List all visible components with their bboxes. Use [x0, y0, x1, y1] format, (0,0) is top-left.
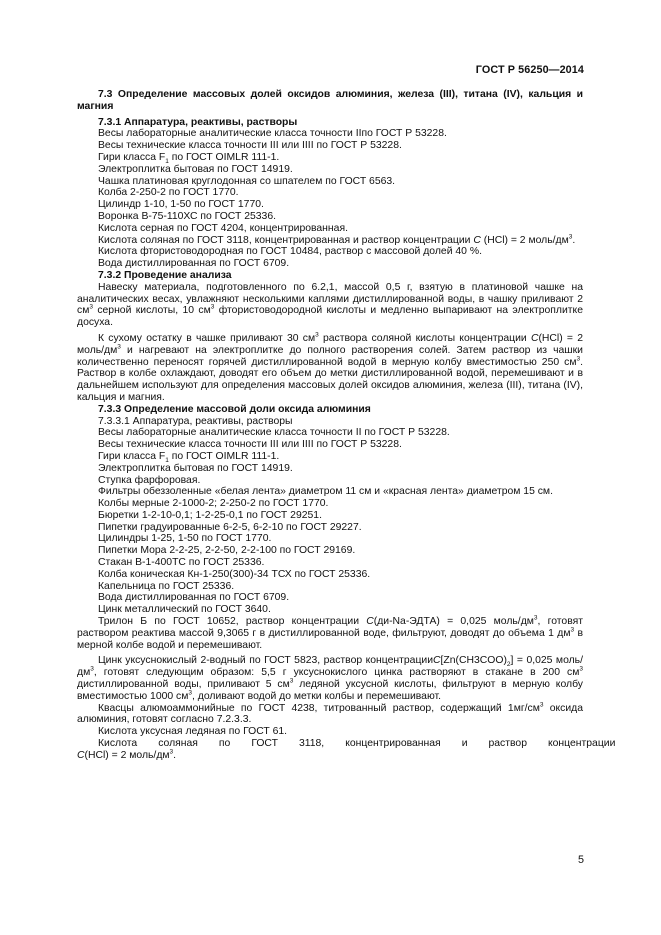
reagent-item-hcl-continuation: С(HCl) = 2 моль/$дм^3$. — [77, 748, 177, 761]
reagent-item: Вода дистиллированная по ГОСТ 6709. — [98, 258, 290, 270]
equipment-item: Пипетки градуированные 6-2-5, 6-2-10 по ГОСТ 29227. — [98, 521, 362, 533]
equipment-item: Весы технические класса точности III или IIII по ГОСТ Р 53228. — [98, 140, 402, 152]
reagent-item-hcl-line: Кислота соляная по ГОСТ 3118, концентрированная и раствор концентрации — [98, 738, 616, 750]
procedure-paragraph: Навеску материала, подготовленного по 6.2,1, массой 0,5 г, взятую в платиновой чашке на аналитических весах, увлажняют несколькими каплями дистиллированной воды, в чашку приливают 2 $см^3$ серной кислоты, 10 $см^3$ фтористоводородной кислоты и медленно выпаривают на электроплитке досуха. — [77, 281, 583, 329]
equipment-item: Кислота серная по ГОСТ 4204, концентрированная. — [98, 222, 348, 234]
reagent-item: Кислота фтористоводородная по ГОСТ 10484, раствор с массовой долей 40 %. — [98, 246, 482, 258]
equipment-item: Воронка В-75-110ХС по ГОСТ 25336. — [98, 210, 276, 222]
equipment-item: Вода дистиллированная по ГОСТ 6709. — [98, 592, 290, 604]
equipment-item: Чашка платиновая круглодонная со шпателем по ГОСТ 6563. — [98, 175, 396, 187]
equipment-item: Весы технические класса точности III или IIII по ГОСТ Р 53228. — [98, 439, 402, 451]
equipment-item: Электроплитка бытовая по ГОСТ 14919. — [98, 462, 293, 474]
subsection-7-3-1-title: 7.3.1 Аппаратура, реактивы, растворы — [98, 116, 298, 128]
procedure-paragraph: К сухому остатку в чашке приливают 30 $см^3$ раствора соляной кислоты концентрации С(HCl) = 2 моль/$дм^3$ и нагревают на электроплитке до полного растворения солей. Затем раствор из чашки количественно переносят горячей дистиллированной водой в мерную колбу вместимостью 250 $см^3$. Раствор в колбе охлаждают, доводят его объем до метки дистиллированной водой, перемешивают и в дальнейшем используют для определения массовых долей оксидов алюминия, железа (III), титана (IV), кальция и магния. — [77, 331, 583, 403]
equipment-item: Стакан В-1-400ТС по ГОСТ 25336. — [98, 557, 265, 569]
equipment-item: Весы лабораторные аналитические класса точности II по ГОСТ Р 53228. — [98, 427, 450, 439]
document-code: ГОСТ Р 56250—2014 — [475, 64, 584, 76]
equipment-item: Гири класса $F_1$ по ГОСТ OIMLR 111-1. — [98, 151, 280, 166]
reagent-item: Кислота уксусная ледяная по ГОСТ 61. — [98, 726, 288, 738]
equipment-item: Весы лабораторные аналитические класса точности IIпо ГОСТ Р 53228. — [98, 128, 447, 140]
page-number: 5 — [577, 854, 584, 866]
subsection-7-3-3-1-title: 7.3.3.1 Аппаратура, реактивы, растворы — [98, 415, 293, 427]
equipment-item: Ступка фарфоровая. — [98, 474, 201, 486]
equipment-item: Гири класса $F_1$ по ГОСТ OIMLR 111-1. — [98, 450, 280, 464]
equipment-item: Цинк металлический по ГОСТ 3640. — [98, 604, 271, 616]
equipment-item: Бюретки 1-2-10-0,1; 1-2-25-0,1 по ГОСТ 29251. — [98, 509, 322, 521]
subsection-7-3-3-title: 7.3.3 Определение массовой доли оксида алюминия — [98, 403, 371, 415]
equipment-item: Цилиндры 1-25, 1-50 по ГОСТ 1770. — [98, 533, 272, 545]
equipment-item: Цилиндр 1-10, 1-50 по ГОСТ 1770. — [98, 199, 264, 211]
subsection-7-3-2-title: 7.3.2 Проведение анализа — [98, 269, 232, 281]
reagent-item: Цинк уксуснокислый 2-водный по ГОСТ 5823, раствор $концентрацииС[Zn(CH3COO)_2] = 0,025$ моль/$дм^3$, готовят следующим образом: 5,5 г уксуснокислого цинка растворяют в стакане в 200 $см^3$ дистиллированной воды, приливают 5 $см^3$ ледяной уксусной кислоты, фильтруют в мерную колбу вместимостью 1000 $см^3$, доливают водой до метки колбы и перемешивают. — [77, 655, 583, 702]
equipment-item: Пипетки Мора 2-2-25, 2-2-50, 2-2-100 по ГОСТ 29169. — [98, 545, 356, 557]
equipment-item: Колба 2-250-2 по ГОСТ 1770. — [98, 187, 239, 199]
equipment-item: Электроплитка бытовая по ГОСТ 14919. — [98, 163, 293, 175]
document-body — [77, 89, 616, 762]
section-7-3-title: 7.3 Определение массовых долей оксидов алюминия, железа (III), титана (IV), кальция и магния — [77, 89, 583, 112]
equipment-item: Колба коническая Кн-1-250(300)-34 ТСХ по ГОСТ 25336. — [98, 568, 371, 580]
equipment-item: Фильтры обеззоленные «белая лента» диаметром 11 см и «красная лента» диаметром 15 см. — [98, 486, 553, 498]
equipment-item: Колбы мерные 2-1000-2; 2-250-2 по ГОСТ 1770. — [98, 498, 329, 510]
equipment-item: Капельница по ГОСТ 25336. — [98, 580, 235, 592]
reagent-item: Кислота соляная по ГОСТ 3118, концентрированная и раствор концентрации С (HCl) = 2 моль/$дм^3$. — [98, 233, 576, 246]
reagent-item: Трилон Б по ГОСТ 10652, раствор концентрации С(ди-Na-ЭДТА) = 0,025 моль/$дм^3$, готовят раствором реактива массой 9,3065 г в дистиллированной воде, фильтруют, доводят до объема 1 $дм^3$ в мерной колбе водой и перемешивают. — [77, 614, 583, 651]
reagent-item: Квасцы алюмоаммонийные по ГОСТ 4238, титрованный раствор, содержащий $1мг/см^3$ оксида алюминия, готовят согласно 7.2.3.3. — [77, 701, 584, 726]
